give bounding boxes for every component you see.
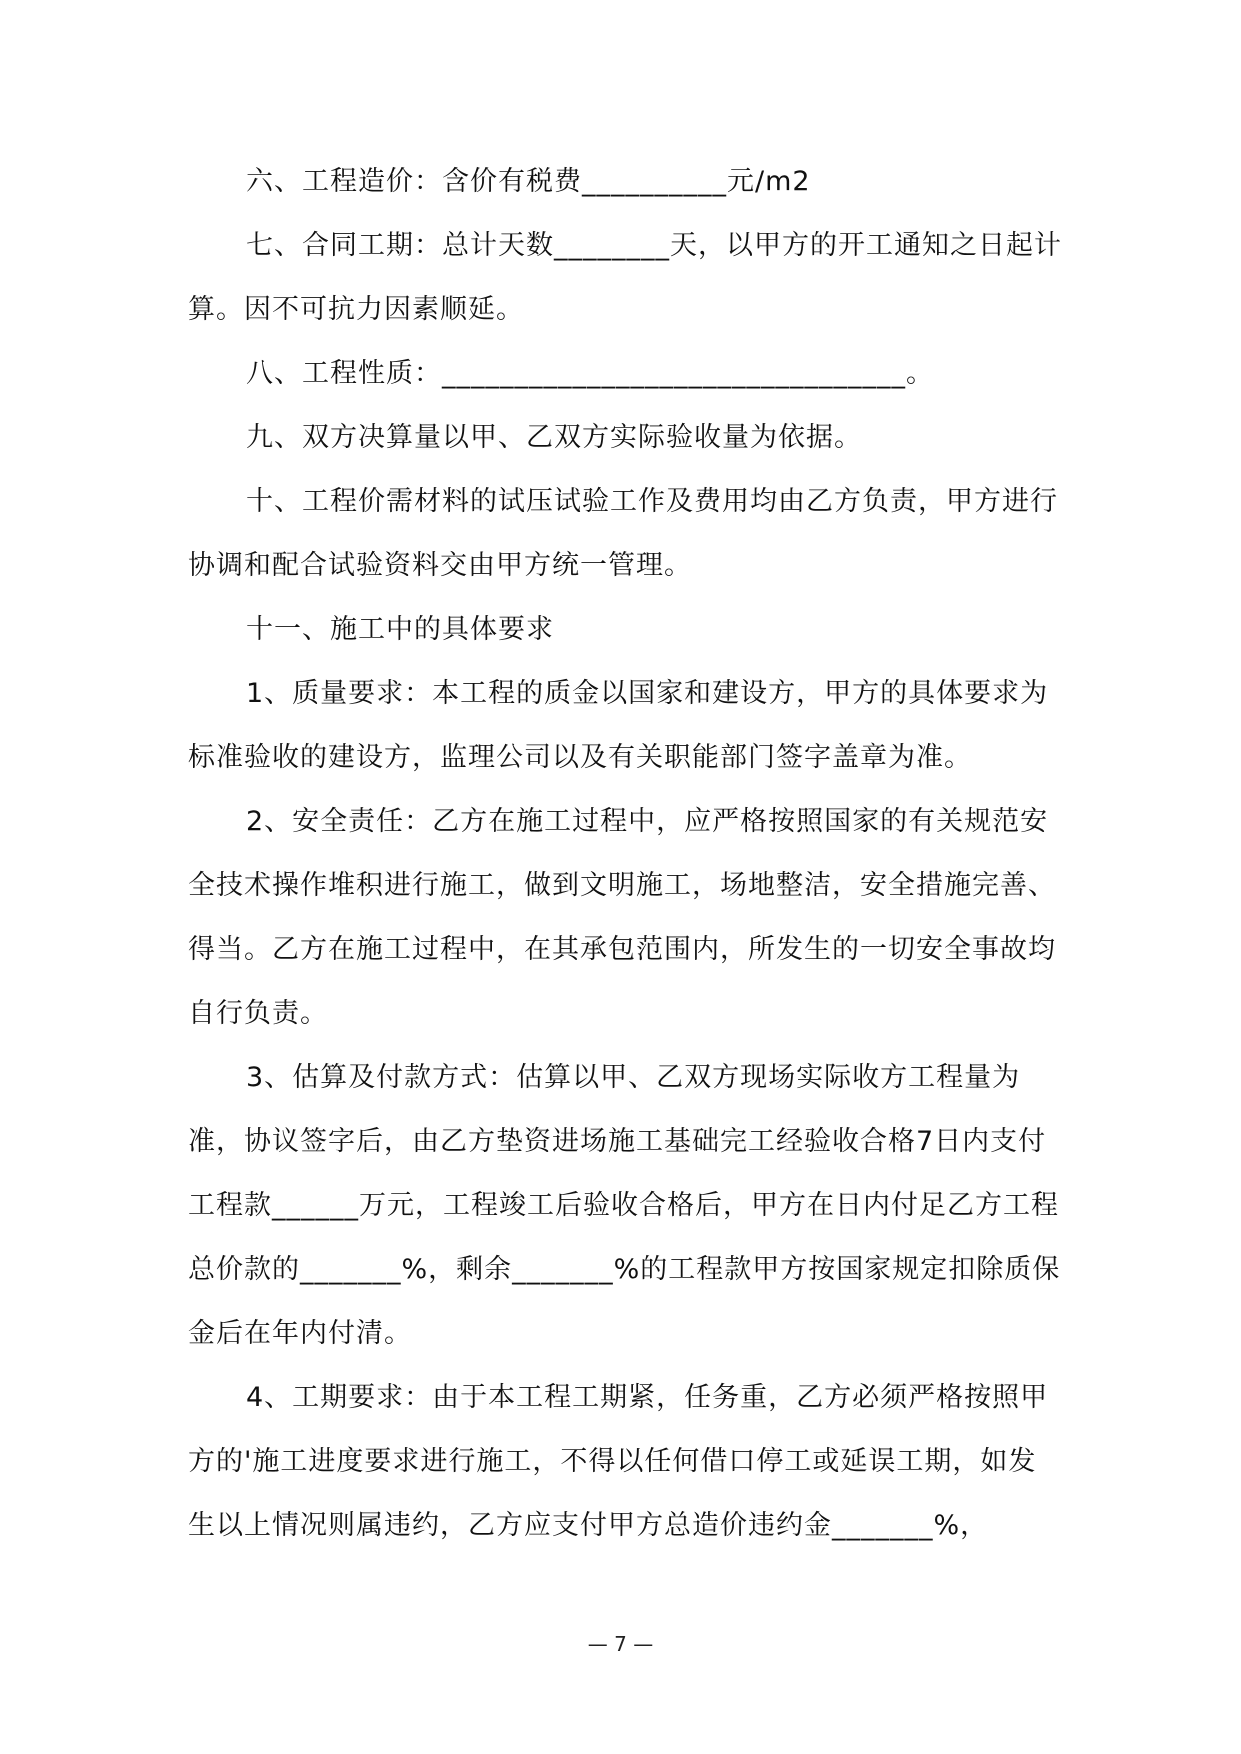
clause-6-cost: 六、工程造价：含价有税费__________元/m2 bbox=[246, 166, 811, 197]
requirement-3-payment: 3、估算及付款方式：估算以甲、乙双方现场实际收方工程量为准，协议签字后，由乙方垫资进场施工基础完工经验收合格7日内支付工程款______万元，工程竣工后验收合格后，甲方在日内付足乙方工程总价款的_______%，剩余_______%的工程款甲方按国家规定扣除质保金后在年内付清。 bbox=[188, 1062, 1061, 1349]
clause-10-testing: 十、工程价需材料的试压试验工作及费用均由乙方负责，甲方进行协调和配合试验资料交由甲方统一管理。 bbox=[188, 486, 1058, 581]
requirement-4-schedule: 4、工期要求：由于本工程工期紧，任务重，乙方必须严格按照甲方的'施工进度要求进行施工，不得以任何借口停工或延误工期，如发生以上情况则属违约，乙方应支付甲方总造价违约金_______%， bbox=[188, 1382, 1049, 1541]
clause-11-heading: 十一、施工中的具体要求 bbox=[246, 614, 554, 645]
requirement-1-quality: 1、质量要求：本工程的质金以国家和建设方，甲方的具体要求为标准验收的建设方，监理公司以及有关职能部门签字盖章为准。 bbox=[188, 678, 1049, 773]
clause-7-duration: 七、合同工期：总计天数________天，以甲方的开工通知之日起计算。因不可抗力因素顺延。 bbox=[188, 230, 1062, 325]
page-number: — 7 — bbox=[587, 1632, 654, 1656]
requirement-2-safety: 2、安全责任：乙方在施工过程中，应严格按照国家的有关规范安全技术操作堆积进行施工，做到文明施工，场地整洁，安全措施完善、得当。乙方在施工过程中，在其承包范围内，所发生的一切安全事故均自行负责。 bbox=[188, 806, 1056, 1029]
clause-8-nature: 八、工程性质：________________________________。 bbox=[246, 358, 934, 389]
contract-body bbox=[188, 150, 1063, 1558]
clause-9-settlement: 九、双方决算量以甲、乙双方实际验收量为依据。 bbox=[246, 422, 862, 453]
